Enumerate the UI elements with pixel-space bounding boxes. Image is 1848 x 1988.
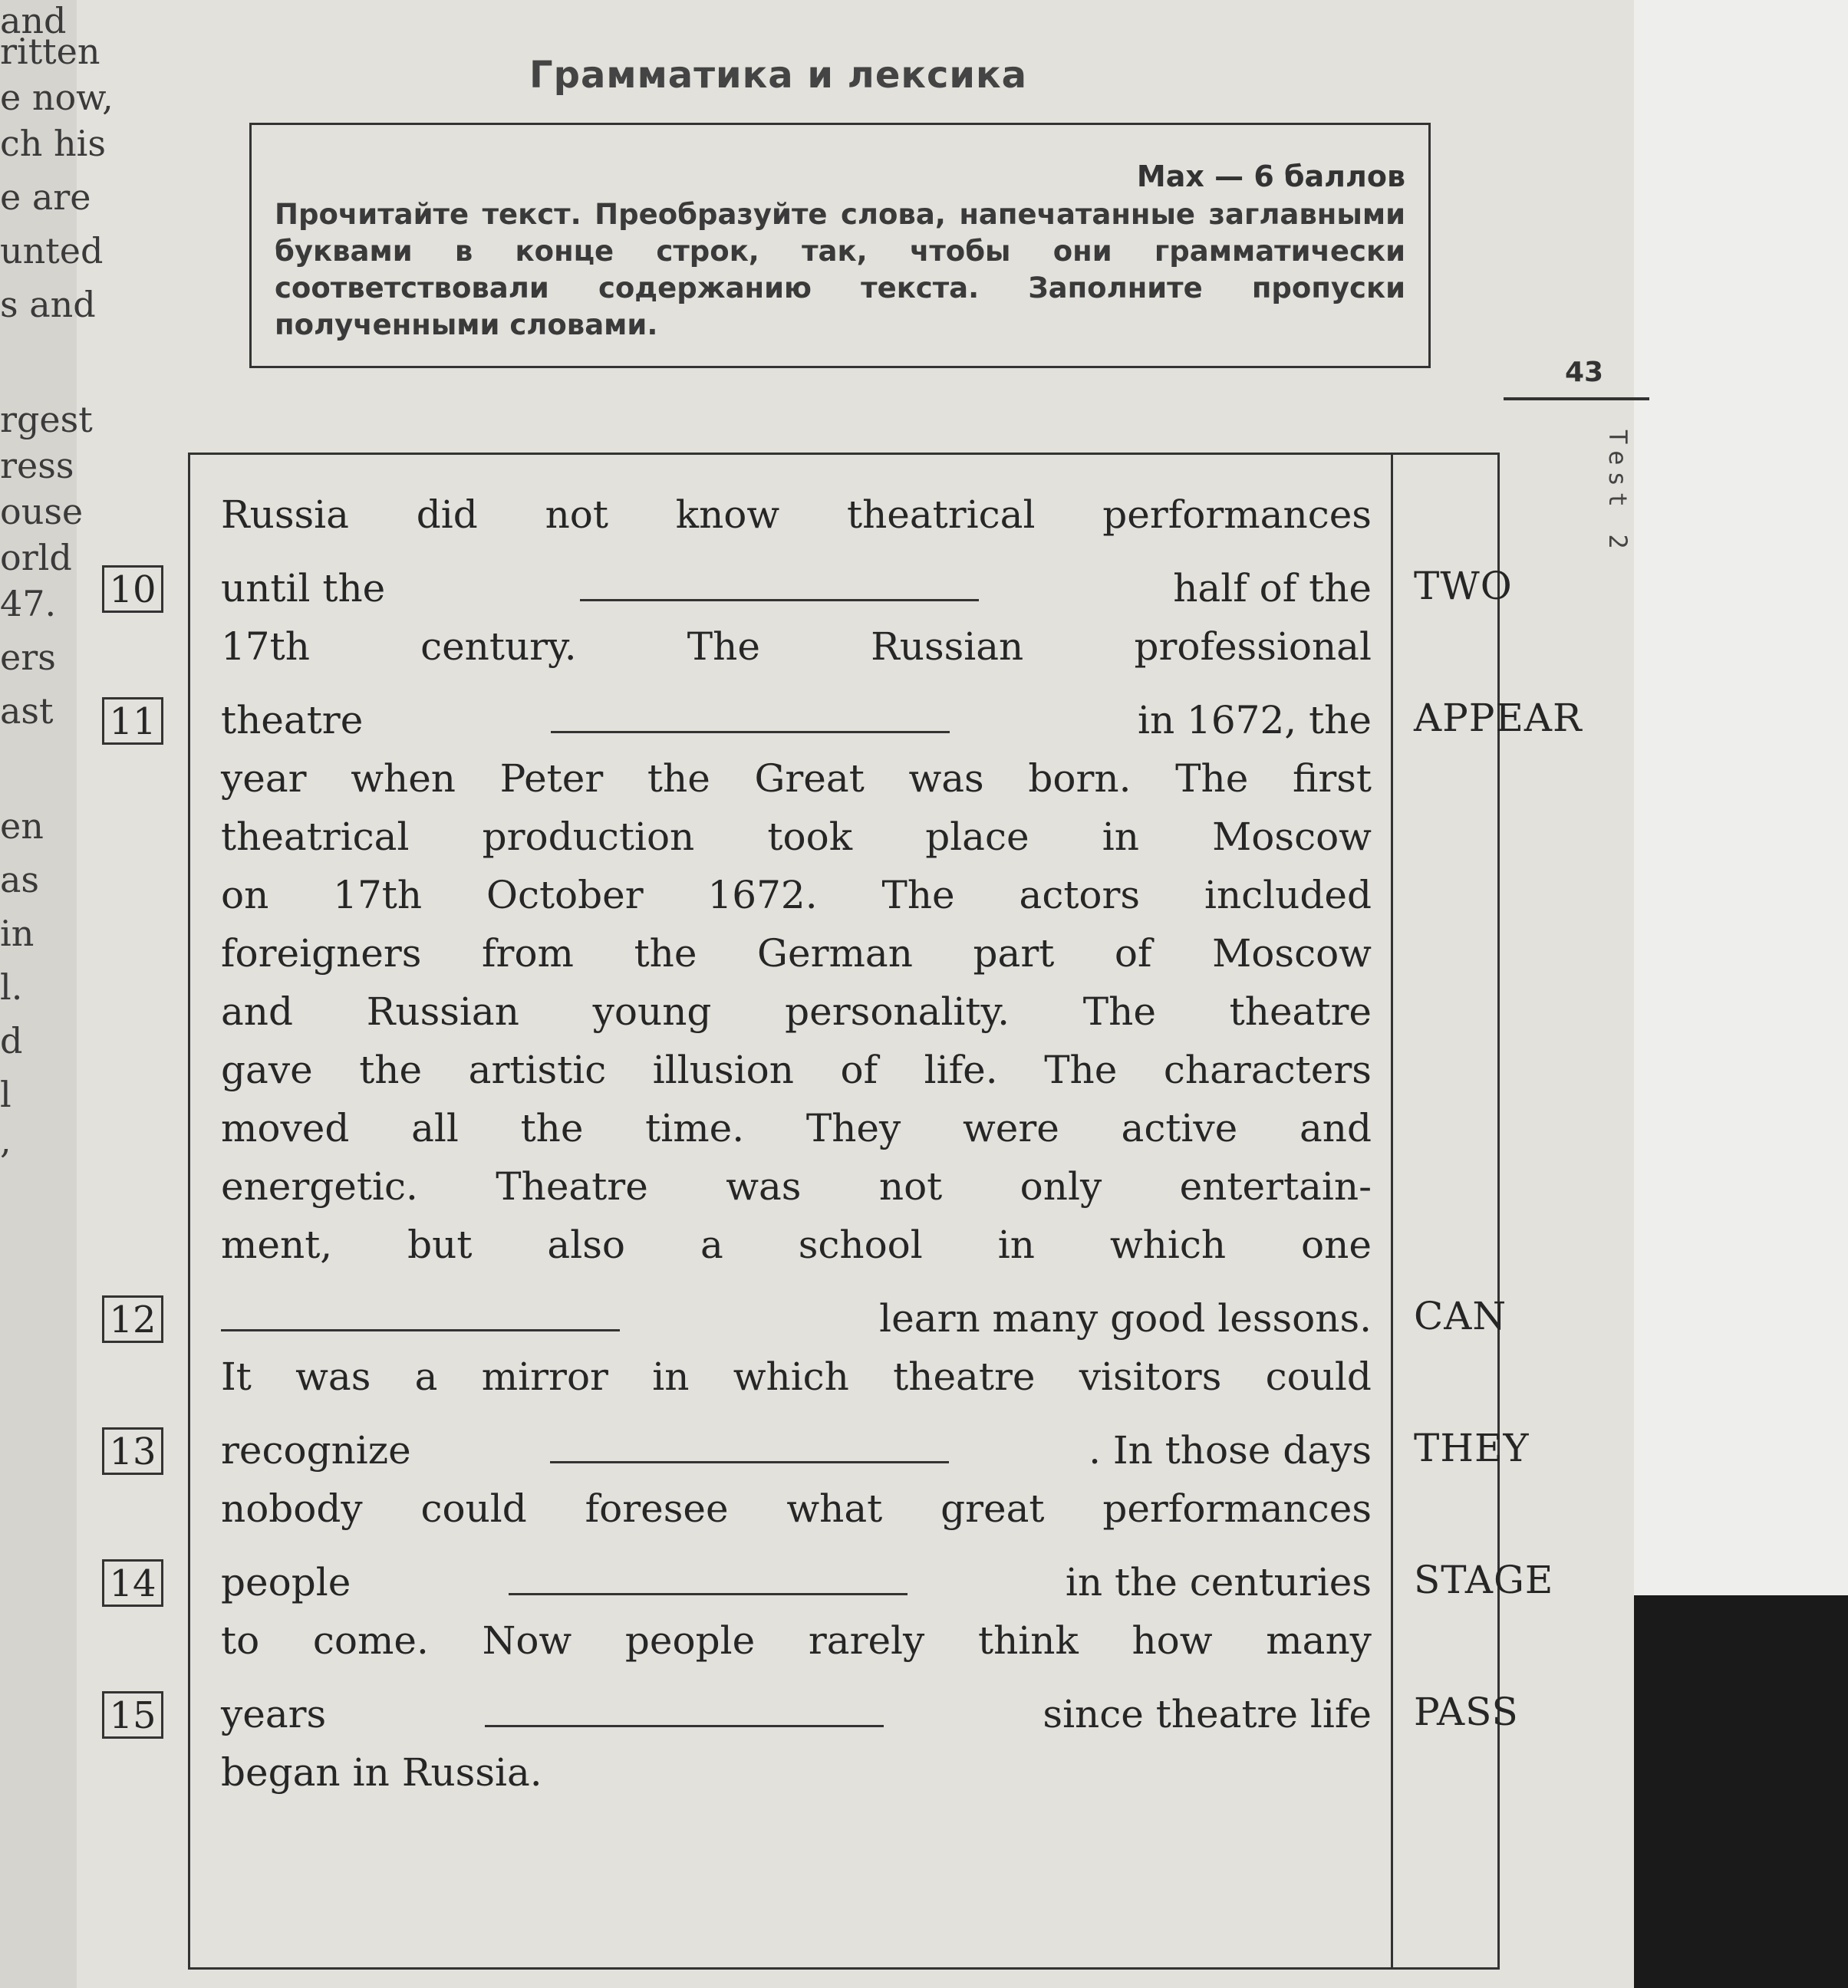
- passage-line: [221, 1099, 1372, 1157]
- word: what: [786, 1486, 883, 1531]
- passage-line: [221, 559, 1372, 617]
- word: was: [726, 1164, 802, 1209]
- left-page-fragment: ch his: [0, 123, 106, 164]
- left-page-fragment: e now,: [0, 77, 114, 118]
- question-number-box: 12: [102, 1295, 163, 1343]
- word: a: [700, 1223, 723, 1267]
- key-word: THEY: [1414, 1426, 1530, 1470]
- word: visitors: [1079, 1354, 1222, 1399]
- word: young: [592, 989, 712, 1034]
- word: 17th: [333, 873, 423, 917]
- word: time.: [645, 1106, 745, 1150]
- word: It: [221, 1354, 252, 1399]
- page-number-rule: [1504, 397, 1649, 400]
- left-page-fragment: e are: [0, 176, 91, 218]
- word: and: [221, 989, 294, 1034]
- line-end-text: in 1672, the: [1137, 698, 1372, 742]
- left-page-fragment: and: [0, 0, 67, 41]
- line-start-text: recognize: [221, 1428, 411, 1473]
- word: the: [647, 756, 710, 801]
- left-page-fragment: as: [0, 859, 40, 900]
- word: Russian: [366, 989, 519, 1034]
- question-number-box: 13: [102, 1427, 163, 1475]
- key-word: CAN: [1414, 1294, 1507, 1338]
- word: when: [351, 756, 456, 801]
- line-end-text: learn many good lessons.: [879, 1296, 1372, 1341]
- word: the: [520, 1106, 584, 1150]
- key-word: APPEAR: [1414, 696, 1583, 740]
- word: many: [1266, 1618, 1372, 1663]
- passage-line: [221, 1743, 1372, 1802]
- word: theatrical: [221, 815, 410, 859]
- answer-blank[interactable]: [550, 1453, 949, 1463]
- passage-line: [221, 1348, 1372, 1406]
- passage-line: [221, 691, 1372, 749]
- left-page-fragment: ,: [0, 1120, 12, 1161]
- line-start-text: years: [221, 1692, 327, 1736]
- word: born.: [1028, 756, 1132, 801]
- answer-blank[interactable]: [485, 1717, 884, 1727]
- word: of: [1114, 931, 1152, 976]
- word: artistic: [468, 1048, 607, 1092]
- word: Russia: [221, 492, 349, 537]
- instructions-text: Прочитайте текст. Преобразуйте слова, напечатанные заглавными буквами в конце строк, так, чтобы они грамматически соответствовали содержанию текста. Заполните пропуски полученными словами.: [275, 198, 1405, 341]
- key-word: TWO: [1414, 564, 1513, 608]
- word: professional: [1134, 624, 1372, 669]
- word: the: [634, 931, 697, 976]
- page-number: 43: [1565, 357, 1604, 388]
- word: theatre: [1229, 989, 1372, 1034]
- left-page-fragment: orld: [0, 537, 72, 578]
- word: The: [1082, 989, 1156, 1034]
- test-label: Test 2: [1603, 430, 1632, 555]
- left-page-edge: [0, 0, 114, 1988]
- line-end-text: half of the: [1173, 566, 1372, 611]
- section-title: Грамматика и лексика: [529, 54, 1028, 97]
- word: on: [221, 873, 269, 917]
- answer-blank[interactable]: [551, 723, 950, 733]
- passage-line: [221, 1421, 1372, 1479]
- passage-line: [221, 1216, 1372, 1274]
- passage-line: [221, 1289, 1372, 1348]
- word: one: [1301, 1223, 1372, 1267]
- word: of: [840, 1048, 878, 1092]
- word: school: [798, 1223, 923, 1267]
- left-page-fragment: ast: [0, 690, 54, 732]
- word: how: [1132, 1618, 1213, 1663]
- word: also: [547, 1223, 625, 1267]
- question-number-box: 15: [102, 1691, 163, 1739]
- left-page-fragment: unted: [0, 230, 104, 272]
- left-page-fragment: en: [0, 805, 44, 847]
- left-page-fragment: ritten: [0, 31, 100, 72]
- word: production: [482, 815, 695, 859]
- word: in: [352, 1750, 390, 1795]
- word: performances: [1102, 492, 1372, 537]
- word: not: [878, 1164, 943, 1209]
- word: could: [420, 1486, 527, 1531]
- instructions-box: [249, 123, 1431, 368]
- max-points: Max — 6 баллов: [1136, 160, 1405, 193]
- word: Moscow: [1212, 931, 1372, 976]
- word: to: [221, 1618, 260, 1663]
- line-start-text: theatre: [221, 698, 364, 742]
- word: entertain-: [1179, 1164, 1372, 1209]
- word: theatrical: [846, 492, 1036, 537]
- line-end-text: since theatre life: [1043, 1692, 1372, 1736]
- word: Moscow: [1212, 815, 1372, 859]
- word: Theatre: [496, 1164, 648, 1209]
- word: great: [940, 1486, 1045, 1531]
- question-number-box: 10: [102, 565, 163, 613]
- word: 17th: [221, 624, 310, 669]
- word: rarely: [808, 1618, 925, 1663]
- word: all: [411, 1106, 459, 1150]
- line-end-text: in the centuries: [1065, 1560, 1372, 1605]
- word: They: [805, 1106, 901, 1150]
- word: nobody: [221, 1486, 363, 1531]
- word: in: [1102, 815, 1139, 859]
- left-page-fragment: s and: [0, 284, 96, 325]
- left-page-fragment: l.: [0, 966, 23, 1008]
- word: personality.: [785, 989, 1010, 1034]
- word: but: [407, 1223, 473, 1267]
- left-page-fragment: rgest: [0, 399, 93, 440]
- left-page-fragment: 47.: [0, 583, 57, 624]
- word: century.: [420, 624, 577, 669]
- passage-line: [221, 1479, 1372, 1538]
- word: German: [757, 931, 913, 976]
- left-page-fragment: l: [0, 1074, 12, 1115]
- word: energetic.: [221, 1164, 418, 1209]
- word: foreigners: [221, 931, 422, 976]
- question-number-box: 14: [102, 1559, 163, 1607]
- left-page-fragment: d: [0, 1020, 23, 1061]
- word: was: [908, 756, 984, 801]
- word: not: [545, 492, 608, 537]
- word: only: [1020, 1164, 1102, 1209]
- word: Russia.: [401, 1750, 542, 1795]
- word: was: [295, 1354, 371, 1399]
- word: included: [1204, 873, 1372, 917]
- word: characters: [1163, 1048, 1372, 1092]
- word: first: [1292, 756, 1372, 801]
- word: actors: [1019, 873, 1141, 917]
- word: think: [977, 1618, 1079, 1663]
- key-word: STAGE: [1414, 1558, 1554, 1602]
- answer-blank[interactable]: [221, 1321, 620, 1331]
- line-start-text: people: [221, 1560, 351, 1605]
- passage-line: [221, 982, 1372, 1041]
- word: come.: [312, 1618, 429, 1663]
- passage-line: [221, 866, 1372, 924]
- word: Now: [482, 1618, 572, 1663]
- word: active: [1121, 1106, 1238, 1150]
- word: which: [733, 1354, 849, 1399]
- task-box: [109, 453, 1583, 1970]
- column-divider: [1391, 455, 1393, 1967]
- word: The: [1175, 756, 1249, 801]
- word: foresee: [585, 1486, 729, 1531]
- word: life.: [924, 1048, 998, 1092]
- passage-line: [221, 1157, 1372, 1216]
- passage-line: [221, 924, 1372, 982]
- word: theatre: [893, 1354, 1036, 1399]
- word: moved: [221, 1106, 350, 1150]
- word: a: [414, 1354, 438, 1399]
- passage-text: [221, 485, 1372, 1802]
- word: mirror: [481, 1354, 608, 1399]
- word: from: [482, 931, 574, 976]
- word: performances: [1102, 1486, 1372, 1531]
- word: took: [767, 815, 853, 859]
- left-page-fragment: ers: [0, 637, 56, 678]
- passage-line: [221, 808, 1372, 866]
- word: did: [416, 492, 478, 537]
- word: Great: [754, 756, 865, 801]
- word: gave: [221, 1048, 313, 1092]
- left-page-fragment: ouse: [0, 491, 84, 532]
- word: which: [1109, 1223, 1227, 1267]
- question-number-box: 11: [102, 697, 163, 745]
- word: part: [973, 931, 1055, 976]
- line-end-text: . In those days: [1089, 1428, 1372, 1473]
- passage-line: [221, 485, 1372, 544]
- answer-blank[interactable]: [580, 591, 979, 601]
- word: Peter: [499, 756, 604, 801]
- left-page-fragment: ress: [0, 445, 74, 486]
- word: know: [675, 492, 780, 537]
- line-start-text: until the: [221, 566, 386, 611]
- word: and: [1299, 1106, 1372, 1150]
- key-word: PASS: [1414, 1690, 1519, 1734]
- word: place: [925, 815, 1029, 859]
- word: began: [221, 1750, 341, 1795]
- passage-line: [221, 1685, 1372, 1743]
- word: The: [1044, 1048, 1118, 1092]
- word: year: [221, 756, 307, 801]
- passage-line: [221, 617, 1372, 676]
- answer-blank[interactable]: [509, 1585, 908, 1595]
- word: could: [1265, 1354, 1372, 1399]
- desk-background: [1626, 0, 1848, 1595]
- desk-dark-area: [1626, 1595, 1848, 1988]
- word: Russian: [871, 624, 1024, 669]
- word: illusion: [652, 1048, 794, 1092]
- word: ment,: [221, 1223, 333, 1267]
- word: were: [962, 1106, 1059, 1150]
- word: October: [486, 873, 644, 917]
- word: The: [687, 624, 760, 669]
- word: 1672.: [707, 873, 818, 917]
- word: people: [624, 1618, 756, 1663]
- word: in: [652, 1354, 690, 1399]
- word: in: [997, 1223, 1035, 1267]
- word: The: [881, 873, 955, 917]
- passage-line: [221, 1553, 1372, 1611]
- passage-line: [221, 1611, 1372, 1670]
- left-page-fragment: in: [0, 913, 35, 954]
- word: the: [359, 1048, 423, 1092]
- passage-line: [221, 749, 1372, 808]
- passage-line: [221, 1041, 1372, 1099]
